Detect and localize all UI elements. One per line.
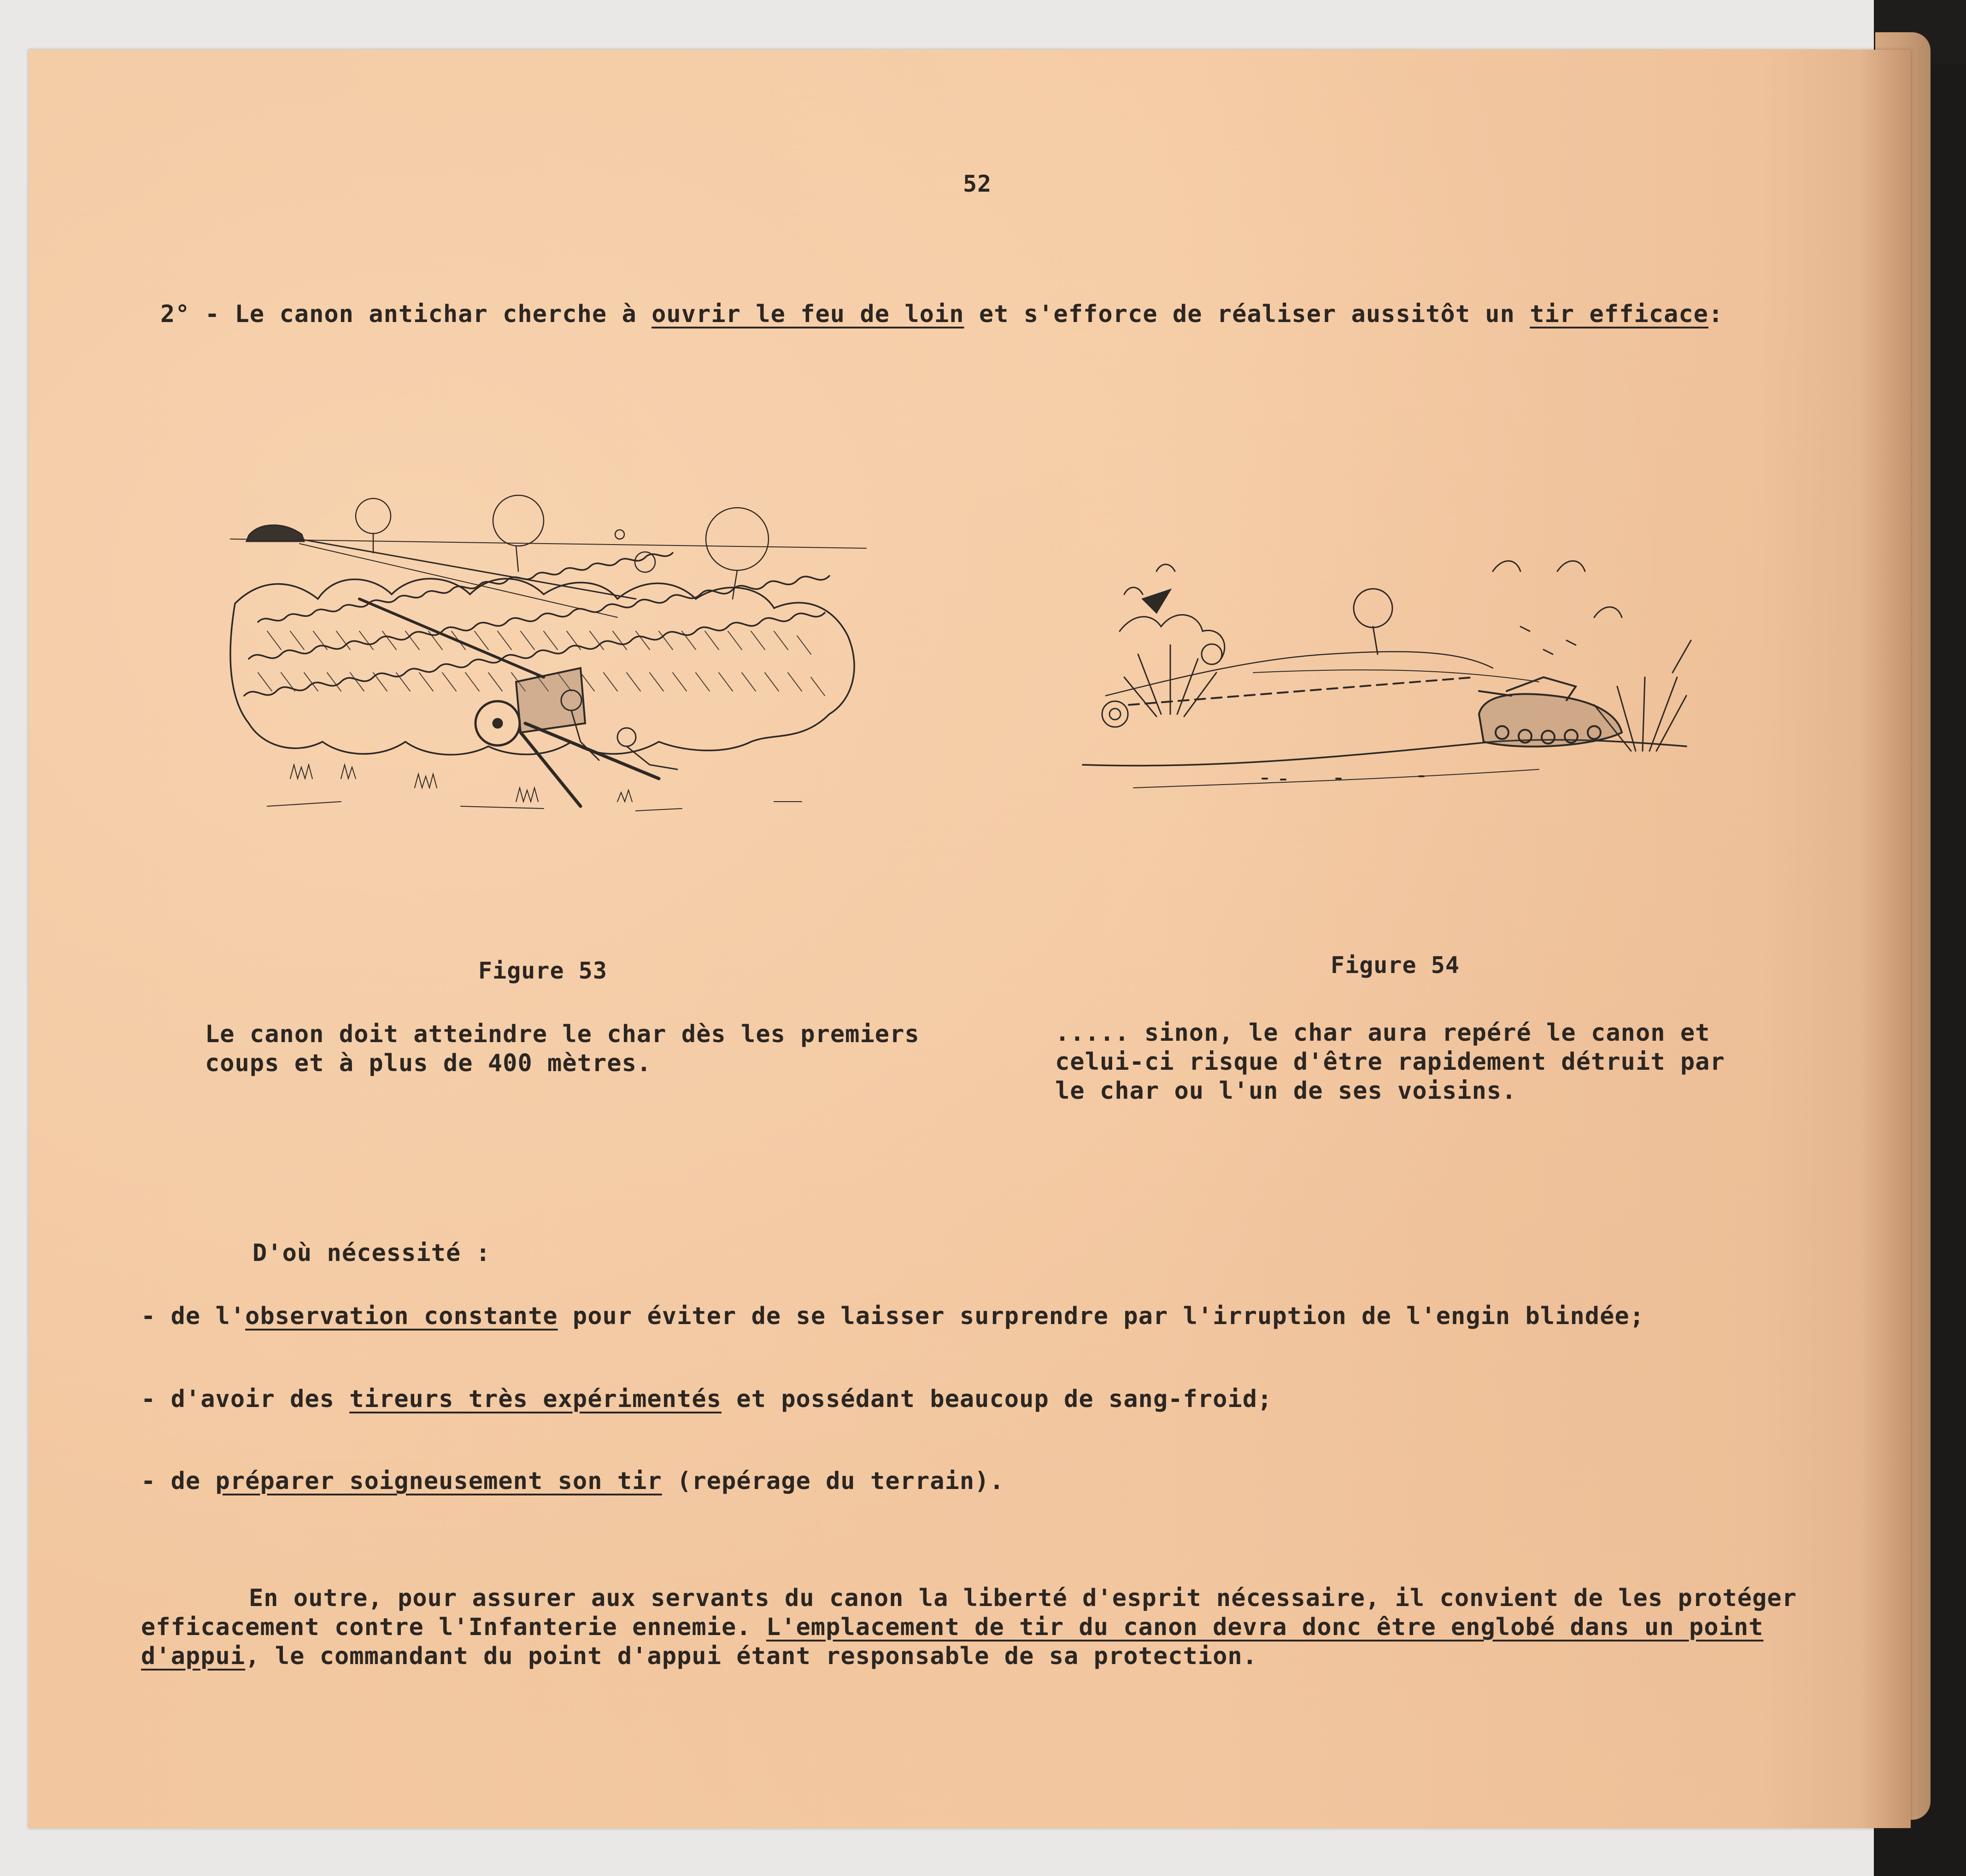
figure-53-caption-line: coups et à plus de 400 mètres. [205,1049,652,1077]
necessity-bullet [141,1301,1644,1331]
intro-underline-open-fire: ouvrir le feu de loin [651,300,964,328]
bullet-prefix: - de l' [141,1302,246,1330]
necessity-bullet [141,1384,1272,1414]
figure-53-drawing [221,484,889,857]
intro-suffix: : [1708,300,1724,328]
bullet-suffix: pour éviter de se laisser surprendre par l'irruption de l'engin blindée; [558,1302,1644,1330]
page-fold-shadow [1861,50,1911,1828]
intro-paragraph [160,299,1723,329]
intro-prefix: 2° - Le canon antichar cherche à [160,300,652,328]
bullet-underlined: tireurs très expérimentés [349,1385,722,1413]
bullet-underlined: observation constante [245,1302,558,1330]
figure-54-drawing [1078,539,1696,815]
necessity-heading: D'où nécessité : [252,1239,491,1267]
bullet-prefix: - de [141,1467,216,1495]
closing-underlined: d'appui [141,1642,246,1670]
bullet-suffix: et possédant beaucoup de sang-froid; [721,1385,1273,1413]
bullet-underlined: préparer soigneusement son tir [215,1467,662,1495]
figure-53-title: Figure 53 [478,957,607,984]
necessity-bullet [141,1466,1004,1496]
closing-underlined: L'emplacement de tir du canon devra donc être englobé dans un point [766,1613,1764,1641]
figure-54-caption-line: ..... sinon, le char aura repéré le canon et [1055,1019,1710,1047]
figure-53-caption-line: Le canon doit atteindre le char dès les premiers [205,1020,920,1048]
figure-54-title: Figure 54 [1331,952,1460,979]
intro-underline-effective-fire: tir efficace [1530,300,1708,328]
line-of-fire-shape [1129,677,1474,705]
distant-tank-shape [246,525,304,541]
closing-plain: , le commandant du point d'appui étant responsable de sa protection. [245,1642,1258,1670]
bullet-suffix: (repérage du terrain). [662,1467,1004,1495]
figure-54-caption-line: le char ou l'un de ses voisins. [1055,1077,1517,1105]
bullet-prefix: - d'avoir des [141,1385,350,1413]
intro-middle: et s'efforce de réaliser aussitôt un [964,300,1530,328]
closing-plain: efficacement contre l'Infanterie ennemie. [141,1613,766,1641]
page-number: 52 [963,170,992,197]
closing-line: En outre, pour assurer aux servants du canon la liberté d'esprit nécessaire, il convient de les protéger [249,1584,1797,1612]
closing-line [141,1642,1257,1671]
figure-54-caption-line: celui-ci risque d'être rapidement détruit par [1055,1048,1725,1076]
closing-line [141,1612,1763,1642]
